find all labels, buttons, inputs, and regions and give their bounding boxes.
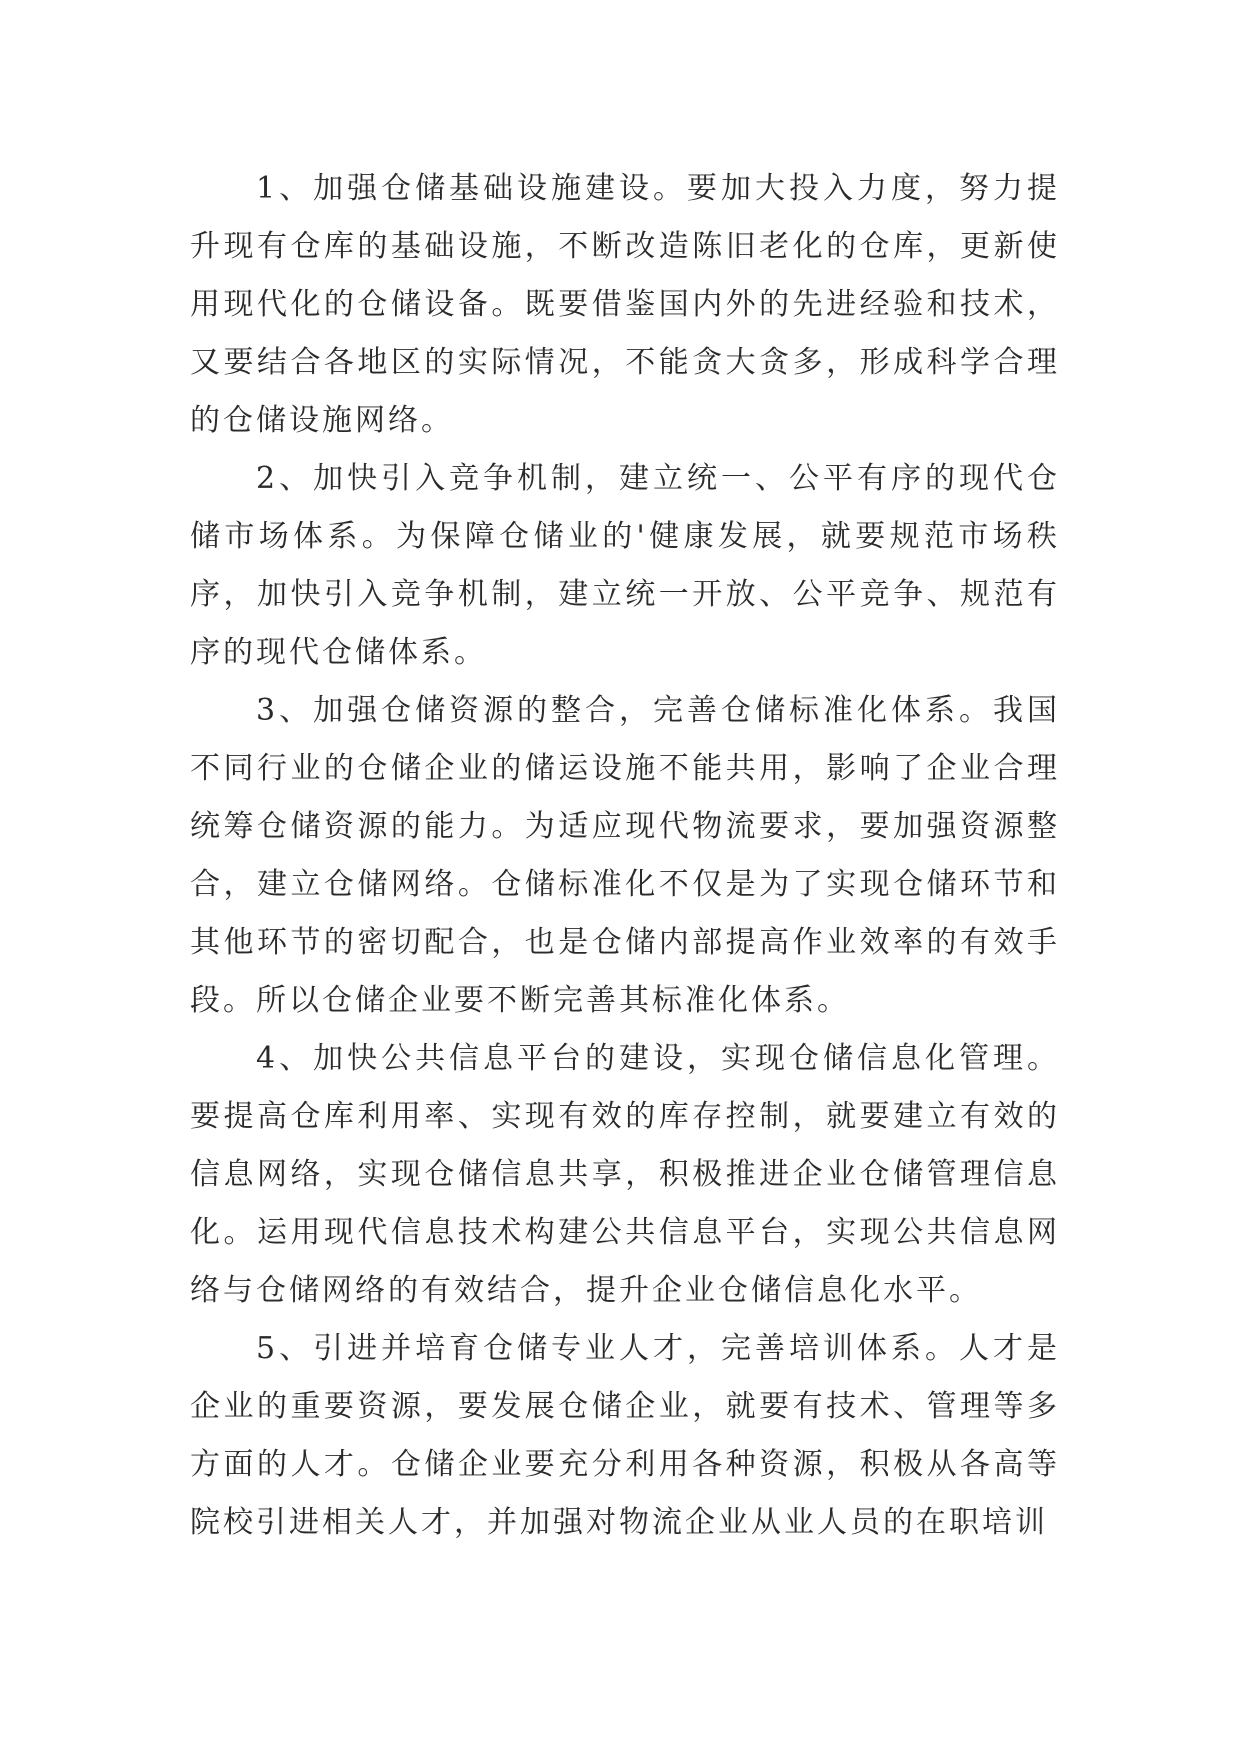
paragraph-4: 4、加快公共信息平台的建设，实现仓储信息化管理。要提高仓库利用率、实现有效的库存控制，就要建立有效的信息网络，实现仓储信息共享，积极推进企业仓储管理信息化。运用现代信息技术构建公共信息平台，实现公共信息网络与仓储网络的有效结合，提升企业仓储信息化水平。	[190, 1041, 1060, 1308]
paragraph-2: 2、加快引入竞争机制，建立统一、公平有序的现代仓储市场体系。为保障仓储业的'健康发展，就要规范市场秩序，加快引入竞争机制，建立统一开放、公平竞争、规范有序的现代仓储体系。	[190, 461, 1060, 670]
paragraph-5: 5、引进并培育仓储专业人才，完善培训体系。人才是企业的重要资源，要发展仓储企业，就要有技术、管理等多方面的人才。仓储企业要充分利用各种资源，积极从各高等院校引进相关人才，并加强对物流企业从业人员的在职培训	[190, 1331, 1060, 1540]
document-body	[190, 160, 1060, 1552]
paragraph-3: 3、加强仓储资源的整合，完善仓储标准化体系。我国不同行业的仓储企业的储运设施不能共用，影响了企业合理统筹仓储资源的能力。为适应现代物流要求，要加强资源整合，建立仓储网络。仓储标准化不仅是为了实现仓储环节和其他环节的密切配合，也是仓储内部提高作业效率的有效手段。所以仓储企业要不断完善其标准化体系。	[190, 693, 1060, 1018]
paragraph-1: 1、加强仓储基础设施建设。要加大投入力度，努力提升现有仓库的基础设施，不断改造陈旧老化的仓库，更新使用现代化的仓储设备。既要借鉴国内外的先进经验和技术，又要结合各地区的实际情况，不能贪大贪多，形成科学合理的仓储设施网络。	[190, 171, 1060, 438]
